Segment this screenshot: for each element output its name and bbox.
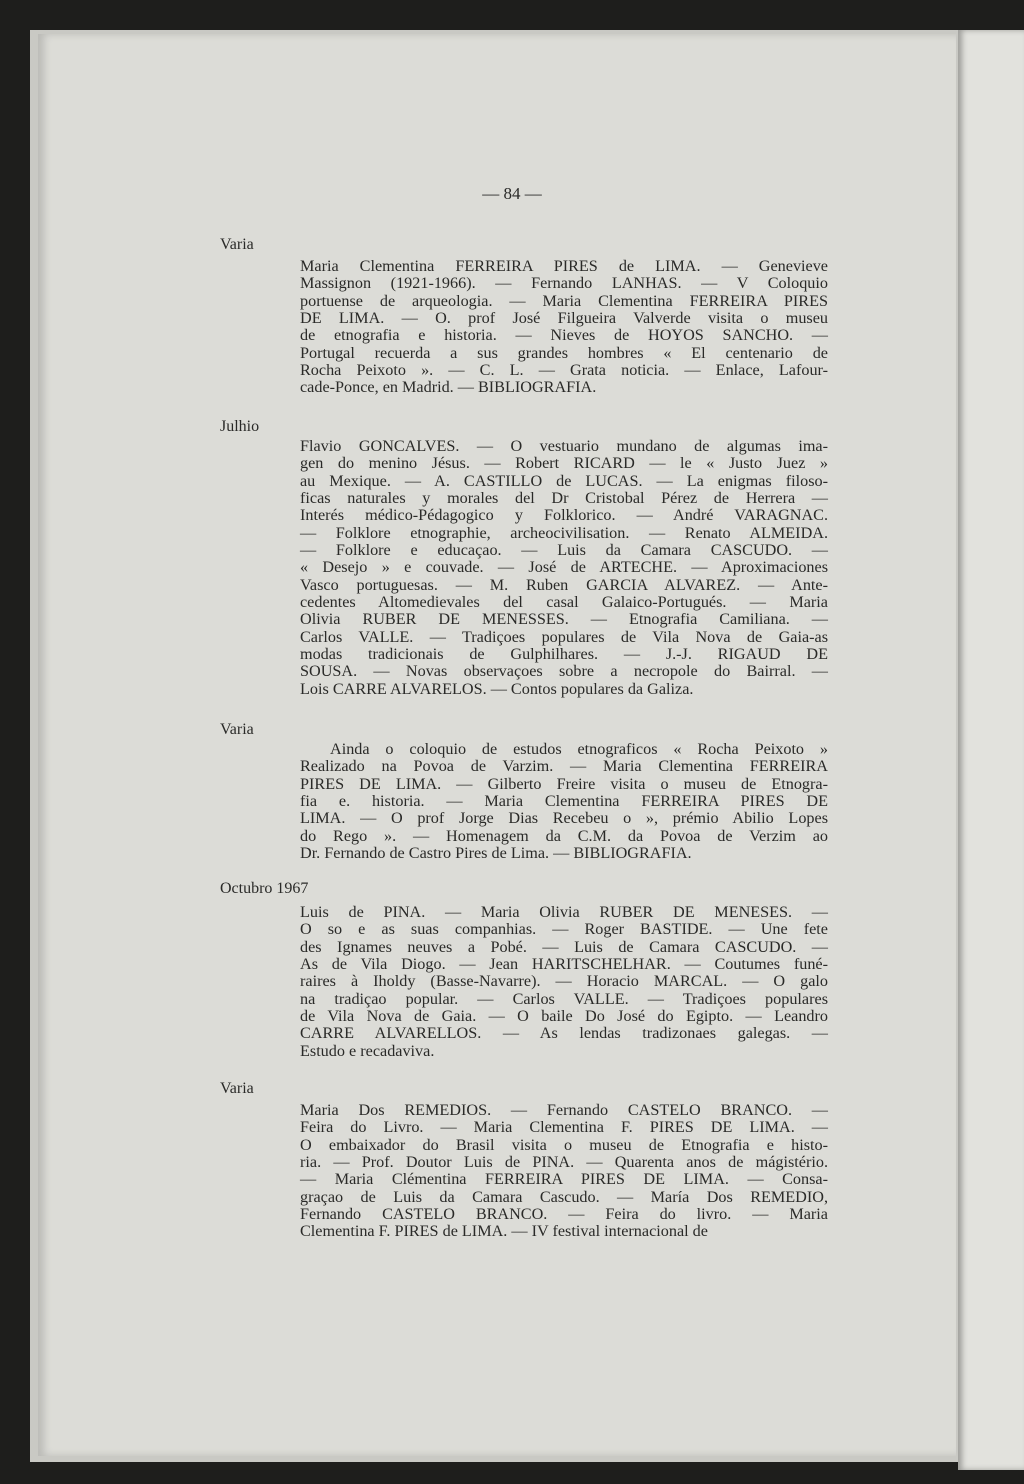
text-line: LIMA. — O prof Jorge Dias Recebeu o », prémio Abilio Lopes bbox=[300, 809, 828, 828]
text-line: Portugal recuerda a sus grandes hombres « El centenario de bbox=[300, 343, 828, 362]
section-label: Varia bbox=[220, 721, 254, 738]
text-line: au Mexique. — A. CASTILLO de LUCAS. — La enigmas filoso- bbox=[300, 471, 828, 490]
text-line: SOUSA. — Novas observaçoes sobre a necropole do Bairral. — bbox=[300, 662, 828, 681]
text-line: Maria Clementina FERREIRA PIRES de LIMA. — Genevieve bbox=[300, 257, 828, 275]
text-line: Realizado na Povoa de Varzim. — Maria Clementina FERREIRA bbox=[300, 757, 828, 776]
text-line: DE LIMA. — O. prof José Filgueira Valverde visita o museu bbox=[300, 309, 828, 328]
section-body bbox=[300, 258, 828, 397]
text-line: — Maria Clémentina FERREIRA PIRES DE LIMA. — Consa- bbox=[300, 1170, 828, 1189]
text-line: Ainda o coloquio de estudos etnograficos « Rocha Peixoto » bbox=[330, 740, 828, 758]
section-body bbox=[300, 1102, 828, 1241]
text-line: Rocha Peixoto ». — C. L. — Grata noticia. — Enlace, Lafour- bbox=[300, 361, 828, 380]
section-body bbox=[300, 438, 828, 698]
text-line: CARRE ALVARELLOS. — As lendas tradizonaes galegas. — bbox=[300, 1024, 828, 1043]
section-label: Varia bbox=[220, 1080, 254, 1097]
section-label: Varia bbox=[220, 236, 254, 253]
text-line: — Folklore etnographie, archeocivilisation. — Renato ALMEIDA. bbox=[300, 523, 828, 542]
text-line: na tradiçao popular. — Carlos VALLE. — Tradiçoes populares bbox=[300, 989, 828, 1008]
text-line: « Desejo » e couvade. — José de ARTECHE. — Aproximaciones bbox=[300, 558, 828, 577]
text-line: ria. — Prof. Doutor Luis de PINA. — Quarenta anos de mágistério. bbox=[300, 1153, 828, 1172]
text-line: Clementina F. PIRES de LIMA. — IV festival internacional de bbox=[300, 1222, 708, 1241]
facing-page-edge bbox=[958, 30, 1024, 1470]
text-line: PIRES DE LIMA. — Gilberto Freire visita o museu de Etnogra- bbox=[300, 774, 828, 793]
text-line: de etnografia e historia. — Nieves de HOYOS SANCHO. — bbox=[300, 326, 828, 345]
text-line: cade-Ponce, en Madrid. — BIBLIOGRAFIA. bbox=[300, 378, 597, 397]
text-line: Flavio GONCALVES. — O vestuario mundano de algumas ima- bbox=[300, 437, 828, 455]
section-label: Julhio bbox=[220, 418, 260, 435]
text-line: Feira do Livro. — Maria Clementina F. PIRES DE LIMA. — bbox=[300, 1118, 828, 1137]
text-line: do Rego ». — Homenagem da C.M. da Povoa de Verzim ao bbox=[300, 826, 828, 845]
text-line: Interés médico-Pédagogico y Folklorico. — André VARAGNAC. bbox=[300, 506, 828, 525]
text-line: modas tradicionais de Gulphilhares. — J.-J. RIGAUD DE bbox=[300, 645, 828, 664]
text-line: Carlos VALLE. — Tradiçoes populares de Vila Nova de Gaia-as bbox=[300, 627, 828, 646]
text-line: O embaixador do Brasil visita o museu de Etnografia e histo- bbox=[300, 1135, 828, 1154]
text-line: Maria Dos REMEDIOS. — Fernando CASTELO BRANCO. — bbox=[300, 1101, 828, 1119]
text-line: O so e as suas companhias. — Roger BASTIDE. — Une fete bbox=[300, 920, 828, 939]
text-line: portuense de arqueologia. — Maria Clementina FERREIRA PIRES bbox=[300, 291, 828, 310]
text-line: gen do menino Jésus. — Robert RICARD — le « Justo Juez » bbox=[300, 454, 828, 473]
section-label: Octubro 1967 bbox=[220, 880, 309, 897]
text-line: de Vila Nova de Gaia. — O baile Do José do Egipto. — Leandro bbox=[300, 1007, 828, 1026]
text-line: — Folklore e educaçao. — Luis da Camara CASCUDO. — bbox=[300, 541, 828, 560]
text-line: raires à Iholdy (Basse-Navarre). — Horacio MARCAL. — O galo bbox=[300, 972, 828, 991]
text-line: cedentes Altomedievales del casal Galaico-Portugués. — Maria bbox=[300, 593, 828, 612]
section-body bbox=[300, 904, 828, 1060]
text-line: ficas naturales y morales del Dr Cristobal Pérez de Herrera — bbox=[300, 489, 828, 508]
text-line: Estudo e recadaviva. bbox=[300, 1041, 435, 1060]
text-line: Massignon (1921-1966). — Fernando LANHAS. — V Coloquio bbox=[300, 274, 828, 293]
text-line: des Ignames neuves a Pobé. — Luis de Camara CASCUDO. — bbox=[300, 937, 828, 956]
text-line: Lois CARRE ALVARELOS. — Contos populares da Galiza. bbox=[300, 679, 694, 698]
text-line: fia e. historia. — Maria Clementina FERREIRA PIRES DE bbox=[300, 792, 828, 811]
text-line: Fernando CASTELO BRANCO. — Feira do livro. — Maria bbox=[300, 1205, 828, 1224]
section-body bbox=[300, 741, 828, 862]
text-line: Vasco portuguesas. — M. Ruben GARCIA ALVAREZ. — Ante- bbox=[300, 575, 828, 594]
text-line: graçao de Luis da Camara Cascudo. — María Dos REMEDIO, bbox=[300, 1187, 828, 1206]
text-line: As de Vila Diogo. — Jean HARITSCHELHAR. — Coutumes funé- bbox=[300, 955, 828, 974]
text-line: Dr. Fernando de Castro Pires de Lima. — BIBLIOGRAFIA. bbox=[300, 844, 692, 863]
page-number: — 84 — bbox=[482, 184, 542, 203]
text-line: Luis de PINA. — Maria Olivia RUBER DE MENESES. — bbox=[300, 903, 828, 921]
text-line: Olivia RUBER DE MENESSES. — Etnografia Camiliana. — bbox=[300, 610, 828, 629]
